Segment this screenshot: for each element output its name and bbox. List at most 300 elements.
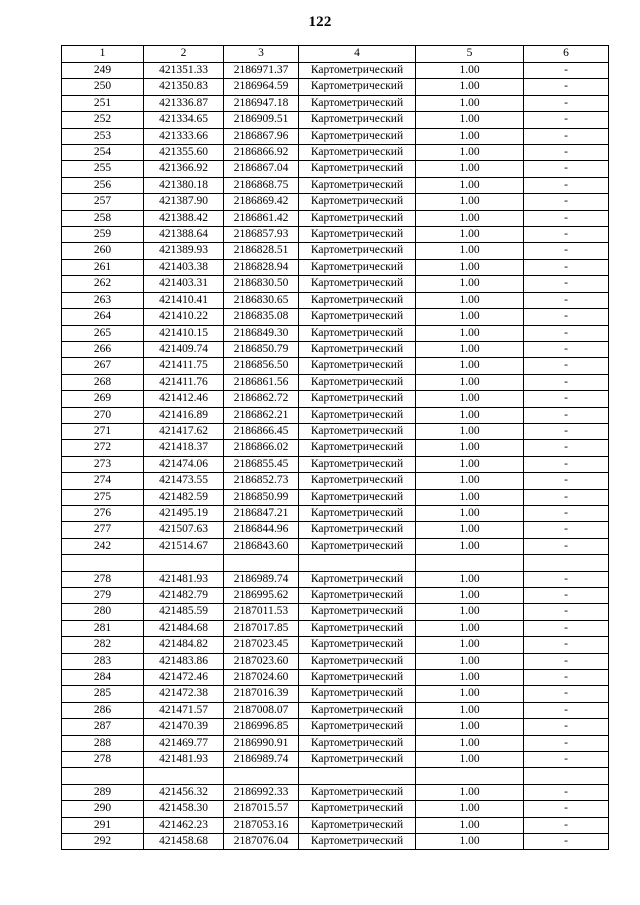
method-cell: Картометрический	[299, 79, 416, 95]
accuracy-cell: 1.00	[416, 145, 524, 161]
y-coordinate-cell: 2187024.60	[224, 670, 299, 686]
note-cell: -	[524, 391, 609, 407]
method-cell: Картометрический	[299, 817, 416, 833]
table-row	[62, 456, 609, 472]
method-cell: Картометрический	[299, 719, 416, 735]
table-row	[62, 227, 609, 243]
note-cell: -	[524, 801, 609, 817]
accuracy-cell: 1.00	[416, 112, 524, 128]
y-coordinate-cell: 2186830.50	[224, 276, 299, 292]
y-coordinate-cell: 2186861.42	[224, 210, 299, 226]
method-cell: Картометрический	[299, 522, 416, 538]
table-row	[62, 440, 609, 456]
x-coordinate-cell: 421409.74	[144, 341, 224, 357]
note-cell: -	[524, 358, 609, 374]
point-number-cell: 267	[62, 358, 144, 374]
coordinates-table	[61, 45, 609, 850]
accuracy-cell: 1.00	[416, 194, 524, 210]
point-number-cell: 271	[62, 423, 144, 439]
page-number: 122	[308, 14, 332, 30]
table-row	[62, 374, 609, 390]
y-coordinate-cell: 2186849.30	[224, 325, 299, 341]
method-cell: Картометрический	[299, 112, 416, 128]
x-coordinate-cell: 421334.65	[144, 112, 224, 128]
method-cell: Картометрический	[299, 128, 416, 144]
table-row	[62, 670, 609, 686]
table-row	[62, 784, 609, 800]
method-cell: Картометрический	[299, 473, 416, 489]
method-cell: Картометрический	[299, 784, 416, 800]
accuracy-cell: 1.00	[416, 210, 524, 226]
note-cell: -	[524, 473, 609, 489]
group-separator-row	[62, 768, 609, 784]
note-cell: -	[524, 259, 609, 275]
x-coordinate-cell: 421469.77	[144, 735, 224, 751]
note-cell: -	[524, 177, 609, 193]
column-header-3: 3	[224, 46, 299, 63]
table-row	[62, 259, 609, 275]
x-coordinate-cell: 421411.75	[144, 358, 224, 374]
x-coordinate-cell: 421351.33	[144, 63, 224, 79]
note-cell: -	[524, 587, 609, 603]
empty-cell	[416, 555, 524, 571]
x-coordinate-cell: 421484.68	[144, 620, 224, 636]
method-cell: Картометрический	[299, 620, 416, 636]
point-number-cell: 286	[62, 702, 144, 718]
table-header	[62, 46, 609, 63]
method-cell: Картометрический	[299, 456, 416, 472]
table-row	[62, 391, 609, 407]
y-coordinate-cell: 2187011.53	[224, 604, 299, 620]
accuracy-cell: 1.00	[416, 456, 524, 472]
point-number-cell: 266	[62, 341, 144, 357]
point-number-cell: 288	[62, 735, 144, 751]
table-row	[62, 735, 609, 751]
table-row	[62, 194, 609, 210]
y-coordinate-cell: 2186989.74	[224, 571, 299, 587]
note-cell: -	[524, 752, 609, 768]
table-row	[62, 341, 609, 357]
table-row	[62, 63, 609, 79]
y-coordinate-cell: 2186990.91	[224, 735, 299, 751]
note-cell: -	[524, 538, 609, 554]
x-coordinate-cell: 421495.19	[144, 505, 224, 521]
note-cell: -	[524, 128, 609, 144]
y-coordinate-cell: 2186843.60	[224, 538, 299, 554]
x-coordinate-cell: 421410.15	[144, 325, 224, 341]
note-cell: -	[524, 489, 609, 505]
x-coordinate-cell: 421483.86	[144, 653, 224, 669]
note-cell: -	[524, 292, 609, 308]
x-coordinate-cell: 421417.62	[144, 423, 224, 439]
point-number-cell: 264	[62, 309, 144, 325]
column-header-1: 1	[62, 46, 144, 63]
point-number-cell: 263	[62, 292, 144, 308]
method-cell: Картометрический	[299, 752, 416, 768]
method-cell: Картометрический	[299, 63, 416, 79]
note-cell: -	[524, 735, 609, 751]
note-cell: -	[524, 145, 609, 161]
table-row	[62, 801, 609, 817]
method-cell: Картометрический	[299, 276, 416, 292]
note-cell: -	[524, 423, 609, 439]
x-coordinate-cell: 421403.31	[144, 276, 224, 292]
table-row	[62, 587, 609, 603]
y-coordinate-cell: 2187023.60	[224, 653, 299, 669]
x-coordinate-cell: 421474.06	[144, 456, 224, 472]
accuracy-cell: 1.00	[416, 686, 524, 702]
method-cell: Картометрический	[299, 161, 416, 177]
empty-cell	[416, 768, 524, 784]
y-coordinate-cell: 2186989.74	[224, 752, 299, 768]
note-cell: -	[524, 63, 609, 79]
note-cell: -	[524, 702, 609, 718]
y-coordinate-cell: 2187053.16	[224, 817, 299, 833]
method-cell: Картометрический	[299, 686, 416, 702]
y-coordinate-cell: 2187023.45	[224, 637, 299, 653]
y-coordinate-cell: 2186844.96	[224, 522, 299, 538]
table-row	[62, 112, 609, 128]
method-cell: Картометрический	[299, 325, 416, 341]
x-coordinate-cell: 421484.82	[144, 637, 224, 653]
accuracy-cell: 1.00	[416, 702, 524, 718]
accuracy-cell: 1.00	[416, 325, 524, 341]
accuracy-cell: 1.00	[416, 489, 524, 505]
method-cell: Картометрический	[299, 374, 416, 390]
y-coordinate-cell: 2187015.57	[224, 801, 299, 817]
note-cell: -	[524, 719, 609, 735]
note-cell: -	[524, 210, 609, 226]
table-row	[62, 522, 609, 538]
method-cell: Картометрический	[299, 210, 416, 226]
method-cell: Картометрический	[299, 341, 416, 357]
x-coordinate-cell: 421507.63	[144, 522, 224, 538]
point-number-cell: 259	[62, 227, 144, 243]
y-coordinate-cell: 2186866.45	[224, 423, 299, 439]
note-cell: -	[524, 325, 609, 341]
empty-cell	[524, 555, 609, 571]
accuracy-cell: 1.00	[416, 95, 524, 111]
x-coordinate-cell: 421389.93	[144, 243, 224, 259]
table-row	[62, 423, 609, 439]
point-number-cell: 278	[62, 571, 144, 587]
x-coordinate-cell: 421470.39	[144, 719, 224, 735]
accuracy-cell: 1.00	[416, 473, 524, 489]
x-coordinate-cell: 421388.64	[144, 227, 224, 243]
method-cell: Картометрический	[299, 194, 416, 210]
point-number-cell: 251	[62, 95, 144, 111]
accuracy-cell: 1.00	[416, 505, 524, 521]
x-coordinate-cell: 421482.59	[144, 489, 224, 505]
empty-cell	[144, 555, 224, 571]
table-row	[62, 177, 609, 193]
column-header-6: 6	[524, 46, 609, 63]
point-number-cell: 290	[62, 801, 144, 817]
x-coordinate-cell: 421458.68	[144, 834, 224, 850]
method-cell: Картометрический	[299, 670, 416, 686]
table-row	[62, 325, 609, 341]
method-cell: Картометрический	[299, 423, 416, 439]
accuracy-cell: 1.00	[416, 522, 524, 538]
note-cell: -	[524, 522, 609, 538]
y-coordinate-cell: 2186869.42	[224, 194, 299, 210]
point-number-cell: 262	[62, 276, 144, 292]
x-coordinate-cell: 421456.32	[144, 784, 224, 800]
table-row	[62, 752, 609, 768]
x-coordinate-cell: 421336.87	[144, 95, 224, 111]
method-cell: Картометрический	[299, 407, 416, 423]
x-coordinate-cell: 421418.37	[144, 440, 224, 456]
point-number-cell: 258	[62, 210, 144, 226]
point-number-cell: 254	[62, 145, 144, 161]
point-number-cell: 289	[62, 784, 144, 800]
accuracy-cell: 1.00	[416, 292, 524, 308]
point-number-cell: 252	[62, 112, 144, 128]
x-coordinate-cell: 421387.90	[144, 194, 224, 210]
point-number-cell: 283	[62, 653, 144, 669]
accuracy-cell: 1.00	[416, 637, 524, 653]
accuracy-cell: 1.00	[416, 227, 524, 243]
y-coordinate-cell: 2186867.96	[224, 128, 299, 144]
x-coordinate-cell: 421355.60	[144, 145, 224, 161]
point-number-cell: 268	[62, 374, 144, 390]
point-number-cell: 291	[62, 817, 144, 833]
accuracy-cell: 1.00	[416, 391, 524, 407]
table-row	[62, 358, 609, 374]
method-cell: Картометрический	[299, 259, 416, 275]
y-coordinate-cell: 2187008.07	[224, 702, 299, 718]
x-coordinate-cell: 421514.67	[144, 538, 224, 554]
empty-cell	[524, 768, 609, 784]
note-cell: -	[524, 309, 609, 325]
y-coordinate-cell: 2186828.51	[224, 243, 299, 259]
header-row	[62, 46, 609, 63]
method-cell: Картометрический	[299, 604, 416, 620]
accuracy-cell: 1.00	[416, 604, 524, 620]
note-cell: -	[524, 784, 609, 800]
note-cell: -	[524, 243, 609, 259]
method-cell: Картометрический	[299, 95, 416, 111]
point-number-cell: 249	[62, 63, 144, 79]
method-cell: Картометрический	[299, 391, 416, 407]
method-cell: Картометрический	[299, 702, 416, 718]
table-row	[62, 276, 609, 292]
group-separator-row	[62, 555, 609, 571]
note-cell: -	[524, 341, 609, 357]
x-coordinate-cell: 421366.92	[144, 161, 224, 177]
table-row	[62, 719, 609, 735]
point-number-cell: 273	[62, 456, 144, 472]
table-row	[62, 145, 609, 161]
y-coordinate-cell: 2186868.75	[224, 177, 299, 193]
point-number-cell: 287	[62, 719, 144, 735]
accuracy-cell: 1.00	[416, 587, 524, 603]
note-cell: -	[524, 112, 609, 128]
y-coordinate-cell: 2186866.92	[224, 145, 299, 161]
table-row	[62, 571, 609, 587]
y-coordinate-cell: 2187016.39	[224, 686, 299, 702]
accuracy-cell: 1.00	[416, 358, 524, 374]
accuracy-cell: 1.00	[416, 276, 524, 292]
point-number-cell: 269	[62, 391, 144, 407]
method-cell: Картометрический	[299, 177, 416, 193]
method-cell: Картометрический	[299, 637, 416, 653]
x-coordinate-cell: 421350.83	[144, 79, 224, 95]
method-cell: Картометрический	[299, 309, 416, 325]
y-coordinate-cell: 2186850.79	[224, 341, 299, 357]
note-cell: -	[524, 440, 609, 456]
accuracy-cell: 1.00	[416, 653, 524, 669]
accuracy-cell: 1.00	[416, 735, 524, 751]
table-row	[62, 210, 609, 226]
note-cell: -	[524, 505, 609, 521]
table-row	[62, 702, 609, 718]
y-coordinate-cell: 2186971.37	[224, 63, 299, 79]
point-number-cell: 265	[62, 325, 144, 341]
x-coordinate-cell: 421333.66	[144, 128, 224, 144]
x-coordinate-cell: 421412.46	[144, 391, 224, 407]
method-cell: Картометрический	[299, 801, 416, 817]
table-row	[62, 505, 609, 521]
y-coordinate-cell: 2186852.73	[224, 473, 299, 489]
x-coordinate-cell: 421485.59	[144, 604, 224, 620]
note-cell: -	[524, 817, 609, 833]
column-header-5: 5	[416, 46, 524, 63]
method-cell: Картометрический	[299, 145, 416, 161]
accuracy-cell: 1.00	[416, 620, 524, 636]
table-row	[62, 128, 609, 144]
note-cell: -	[524, 686, 609, 702]
x-coordinate-cell: 421462.23	[144, 817, 224, 833]
method-cell: Картометрический	[299, 571, 416, 587]
y-coordinate-cell: 2186830.65	[224, 292, 299, 308]
method-cell: Картометрический	[299, 735, 416, 751]
y-coordinate-cell: 2186855.45	[224, 456, 299, 472]
accuracy-cell: 1.00	[416, 177, 524, 193]
point-number-cell: 255	[62, 161, 144, 177]
point-number-cell: 278	[62, 752, 144, 768]
x-coordinate-cell: 421380.18	[144, 177, 224, 193]
table-row	[62, 79, 609, 95]
point-number-cell: 270	[62, 407, 144, 423]
accuracy-cell: 1.00	[416, 63, 524, 79]
empty-cell	[144, 768, 224, 784]
empty-cell	[299, 768, 416, 784]
accuracy-cell: 1.00	[416, 440, 524, 456]
empty-cell	[62, 768, 144, 784]
empty-cell	[62, 555, 144, 571]
note-cell: -	[524, 456, 609, 472]
method-cell: Картометрический	[299, 292, 416, 308]
note-cell: -	[524, 571, 609, 587]
x-coordinate-cell: 421403.38	[144, 259, 224, 275]
x-coordinate-cell: 421388.42	[144, 210, 224, 226]
point-number-cell: 285	[62, 686, 144, 702]
y-coordinate-cell: 2187076.04	[224, 834, 299, 850]
accuracy-cell: 1.00	[416, 571, 524, 587]
x-coordinate-cell: 421482.79	[144, 587, 224, 603]
table-row	[62, 161, 609, 177]
note-cell: -	[524, 95, 609, 111]
point-number-cell: 284	[62, 670, 144, 686]
table-row	[62, 834, 609, 850]
method-cell: Картометрический	[299, 358, 416, 374]
point-number-cell: 280	[62, 604, 144, 620]
accuracy-cell: 1.00	[416, 407, 524, 423]
method-cell: Картометрический	[299, 489, 416, 505]
y-coordinate-cell: 2186856.50	[224, 358, 299, 374]
point-number-cell: 261	[62, 259, 144, 275]
accuracy-cell: 1.00	[416, 719, 524, 735]
accuracy-cell: 1.00	[416, 243, 524, 259]
accuracy-cell: 1.00	[416, 259, 524, 275]
column-header-4: 4	[299, 46, 416, 63]
table-row	[62, 309, 609, 325]
method-cell: Картометрический	[299, 587, 416, 603]
note-cell: -	[524, 637, 609, 653]
table-row	[62, 292, 609, 308]
empty-cell	[224, 768, 299, 784]
table-row	[62, 243, 609, 259]
y-coordinate-cell: 2187017.85	[224, 620, 299, 636]
point-number-cell: 253	[62, 128, 144, 144]
note-cell: -	[524, 834, 609, 850]
y-coordinate-cell: 2186835.08	[224, 309, 299, 325]
note-cell: -	[524, 620, 609, 636]
point-number-cell: 282	[62, 637, 144, 653]
y-coordinate-cell: 2186862.21	[224, 407, 299, 423]
method-cell: Картометрический	[299, 653, 416, 669]
method-cell: Картометрический	[299, 243, 416, 259]
y-coordinate-cell: 2186909.51	[224, 112, 299, 128]
table-row	[62, 686, 609, 702]
table-row	[62, 473, 609, 489]
note-cell: -	[524, 276, 609, 292]
accuracy-cell: 1.00	[416, 161, 524, 177]
accuracy-cell: 1.00	[416, 834, 524, 850]
point-number-cell: 272	[62, 440, 144, 456]
note-cell: -	[524, 161, 609, 177]
y-coordinate-cell: 2186867.04	[224, 161, 299, 177]
accuracy-cell: 1.00	[416, 670, 524, 686]
accuracy-cell: 1.00	[416, 423, 524, 439]
method-cell: Картометрический	[299, 440, 416, 456]
accuracy-cell: 1.00	[416, 128, 524, 144]
note-cell: -	[524, 653, 609, 669]
table-body	[62, 63, 609, 850]
accuracy-cell: 1.00	[416, 309, 524, 325]
accuracy-cell: 1.00	[416, 752, 524, 768]
note-cell: -	[524, 194, 609, 210]
point-number-cell: 281	[62, 620, 144, 636]
y-coordinate-cell: 2186847.21	[224, 505, 299, 521]
note-cell: -	[524, 374, 609, 390]
x-coordinate-cell: 421411.76	[144, 374, 224, 390]
accuracy-cell: 1.00	[416, 341, 524, 357]
table-row	[62, 604, 609, 620]
point-number-cell: 250	[62, 79, 144, 95]
table-row	[62, 817, 609, 833]
note-cell: -	[524, 604, 609, 620]
accuracy-cell: 1.00	[416, 374, 524, 390]
table-row	[62, 407, 609, 423]
y-coordinate-cell: 2186947.18	[224, 95, 299, 111]
x-coordinate-cell: 421410.41	[144, 292, 224, 308]
point-number-cell: 292	[62, 834, 144, 850]
method-cell: Картометрический	[299, 505, 416, 521]
y-coordinate-cell: 2186828.94	[224, 259, 299, 275]
x-coordinate-cell: 421471.57	[144, 702, 224, 718]
